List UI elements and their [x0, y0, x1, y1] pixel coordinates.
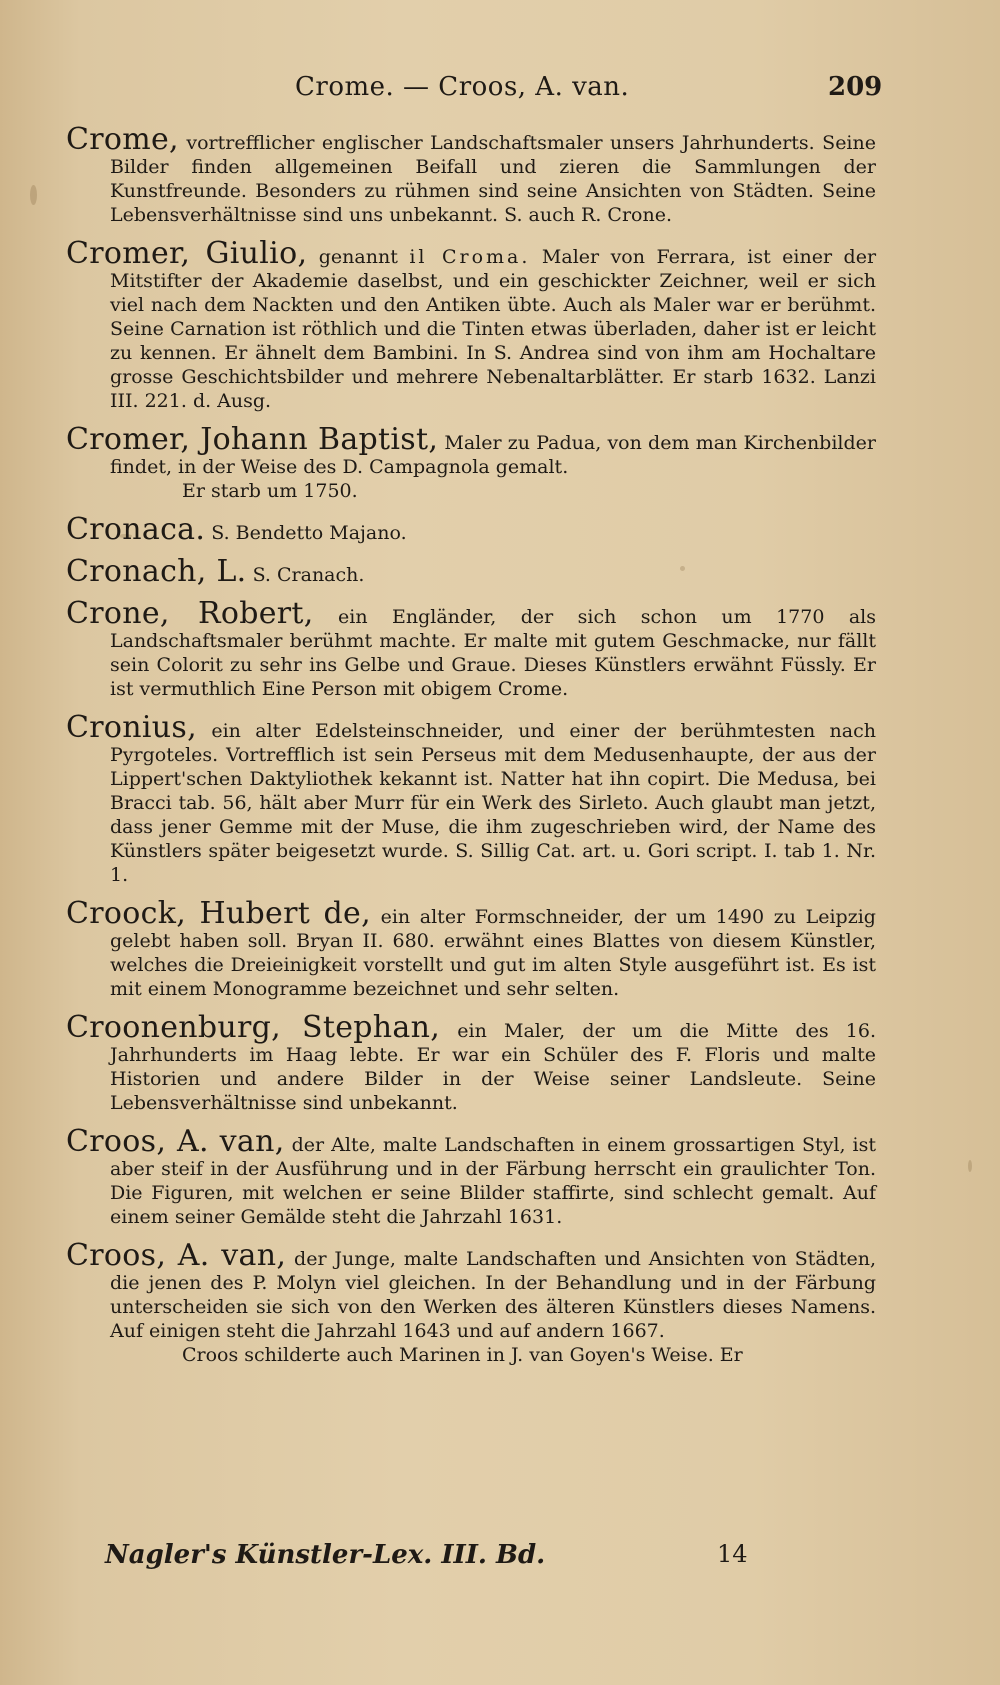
entry-body	[66, 554, 876, 589]
entry-headword: Croonenburg, Stephan,	[66, 1010, 441, 1045]
entry-headword: Crome,	[66, 122, 179, 157]
entry-croos-junge	[66, 1238, 876, 1367]
entry-text: der Alte, malte Landschaften in einem grossartigen Styl, ist aber steif in der Ausführung und in der Färbung herrscht ein graulichter Ton. Die Figuren, mit welchen er seine Blilder staffirte, sind schlecht gemalt. Auf einem seiner Gemälde steht die Jahrzahl 1631.	[110, 1134, 877, 1228]
sheet-number: 14	[717, 1540, 748, 1568]
entry-text: vortrefflicher englischer Landschaftsmaler unsers Jahrhunderts. Seine Bilder finden allgemeinen Beifall und zieren die Sammlungen der Kunstfreunde. Besonders zu rühmen sind seine Ansichten von Städten. Seine Lebensverhältnisse sind uns unbekannt. S. auch R. Crone.	[110, 132, 876, 226]
entry-headword: Croock, Hubert de,	[66, 896, 371, 931]
entry-headword: Crone, Robert,	[66, 596, 314, 631]
entry-text: S. Cranach.	[252, 564, 365, 586]
entry-headword: Cromer, Johann Baptist,	[66, 422, 439, 457]
entry-body	[66, 422, 876, 503]
entry-croos-alte	[66, 1124, 877, 1229]
entry-cronaca	[66, 512, 876, 547]
entry-croonenburg	[66, 1010, 876, 1115]
entry-cronius	[66, 710, 876, 887]
entry-text: S. Bendetto Majano.	[211, 522, 407, 544]
entry-text-before: genannt	[318, 246, 398, 268]
entry-text: Maler von Ferrara, ist einer der Mitstifter der Akademie daselbst, und ein geschickter Zeichner, weil er sich viel nach dem Nackten und den Antiken übte. Auch als Maler war er berühmt. Seine Carnation ist röthlich und die Tinten etwas überladen, daher ist er leicht zu kennen. Er ähnelt dem Bambini. In S. Andrea sind von ihm am Hochaltare grosse Geschichtsbilder und mehrere Nebenaltarblätter. Er starb 1632. Lanzi III. 221. d. Ausg.	[110, 246, 877, 412]
entry-headword: Cronach, L.	[66, 554, 247, 589]
entry-body	[66, 596, 876, 701]
entry-body	[66, 1238, 876, 1367]
entry-cronach	[66, 554, 876, 589]
entry-body	[66, 122, 876, 227]
paper-stain	[30, 185, 37, 205]
entry-text: der Junge, malte Landschaften und Ansichten von Städten, die jenen des P. Molyn viel gleichen. In der Behandlung und in der Färbung unterscheiden sie sich von den Werken des älteren Künstlers dieses Namens. Auf einigen steht die Jahrzahl 1643 und auf andern 1667.	[110, 1248, 876, 1342]
entry-croock-hubert	[66, 896, 876, 1001]
signature-line: Nagler's Künstler-Lex. III. Bd.	[105, 1540, 546, 1570]
entry-spaced-name: il Croma.	[409, 246, 531, 268]
entry-headword: Cromer, Giulio,	[66, 236, 308, 271]
entry-cromer-giulio	[66, 236, 877, 413]
lexicon-entries	[66, 122, 877, 1382]
entry-text: Maler zu Padua, von dem man Kirchenbilder findet, in der Weise des D. Campagnola gemalt.	[110, 432, 876, 478]
entry-headword: Cronius,	[66, 710, 197, 745]
entry-continuation: Er starb um 1750.	[182, 480, 358, 502]
entry-body	[66, 710, 876, 887]
entry-continuation: Croos schilderte auch Marinen in J. van Goyen's Weise. Er	[182, 1344, 743, 1366]
page-header	[0, 72, 1000, 112]
entry-text: ein Maler, der um die Mitte des 16. Jahrhunderts im Haag lebte. Er war ein Schüler des F. Floris und malte Historien und andere Bilder in der Weise seiner Landsleute. Seine Lebensverhältnisse sind unbekannt.	[110, 1020, 876, 1114]
entry-body	[66, 236, 877, 413]
entry-crone-robert	[66, 596, 876, 701]
entry-body	[66, 1124, 877, 1229]
entry-headword: Croos, A. van,	[66, 1238, 287, 1273]
entry-cromer-johann	[66, 422, 876, 503]
entry-body	[66, 896, 876, 1001]
entry-text: ein Engländer, der sich schon um 1770 als Landschaftsmaler berühmt machte. Er malte mit gutem Geschmacke, nur fällt sein Colorit zu sehr ins Gelbe und Graue. Dieses Künstlers erwähnt Füssly. Er ist vermuthlich Eine Person mit obigem Crome.	[110, 606, 876, 700]
running-head: Crome. — Croos, A. van.	[295, 72, 630, 102]
page-footer	[105, 1540, 865, 1580]
entry-headword: Cronaca.	[66, 512, 206, 547]
page-number: 209	[828, 72, 883, 102]
entry-crome	[66, 122, 876, 227]
paper-stain	[968, 1160, 972, 1172]
entry-text: ein alter Formschneider, der um 1490 zu Leipzig gelebt haben soll. Bryan II. 680. erwähnt eines Blattes von diesem Künstler, welches die Dreieinigkeit vorstellt und gut im alten Style ausgeführt ist. Es ist mit einem Monogramme bezeichnet und sehr selten.	[110, 906, 876, 1000]
entry-body	[66, 1010, 876, 1115]
entry-headword: Croos, A. van,	[66, 1124, 285, 1159]
entry-body	[66, 512, 876, 547]
entry-text: ein alter Edelsteinschneider, und einer der berühmtesten nach Pyrgoteles. Vortrefflich ist sein Perseus mit dem Medusenhaupte, der aus der Lippert'schen Daktyliothek kekannt ist. Natter hat ihn copirt. Die Medusa, bei Bracci tab. 56, hält aber Murr für ein Werk des Sirleto. Auch glaubt man jetzt, dass jener Gemme mit der Muse, die ihm zugeschrieben wird, der Name des Künstlers später beigesetzt wurde. S. Sillig Cat. art. u. Gori script. I. tab 1. Nr. 1.	[110, 720, 876, 886]
